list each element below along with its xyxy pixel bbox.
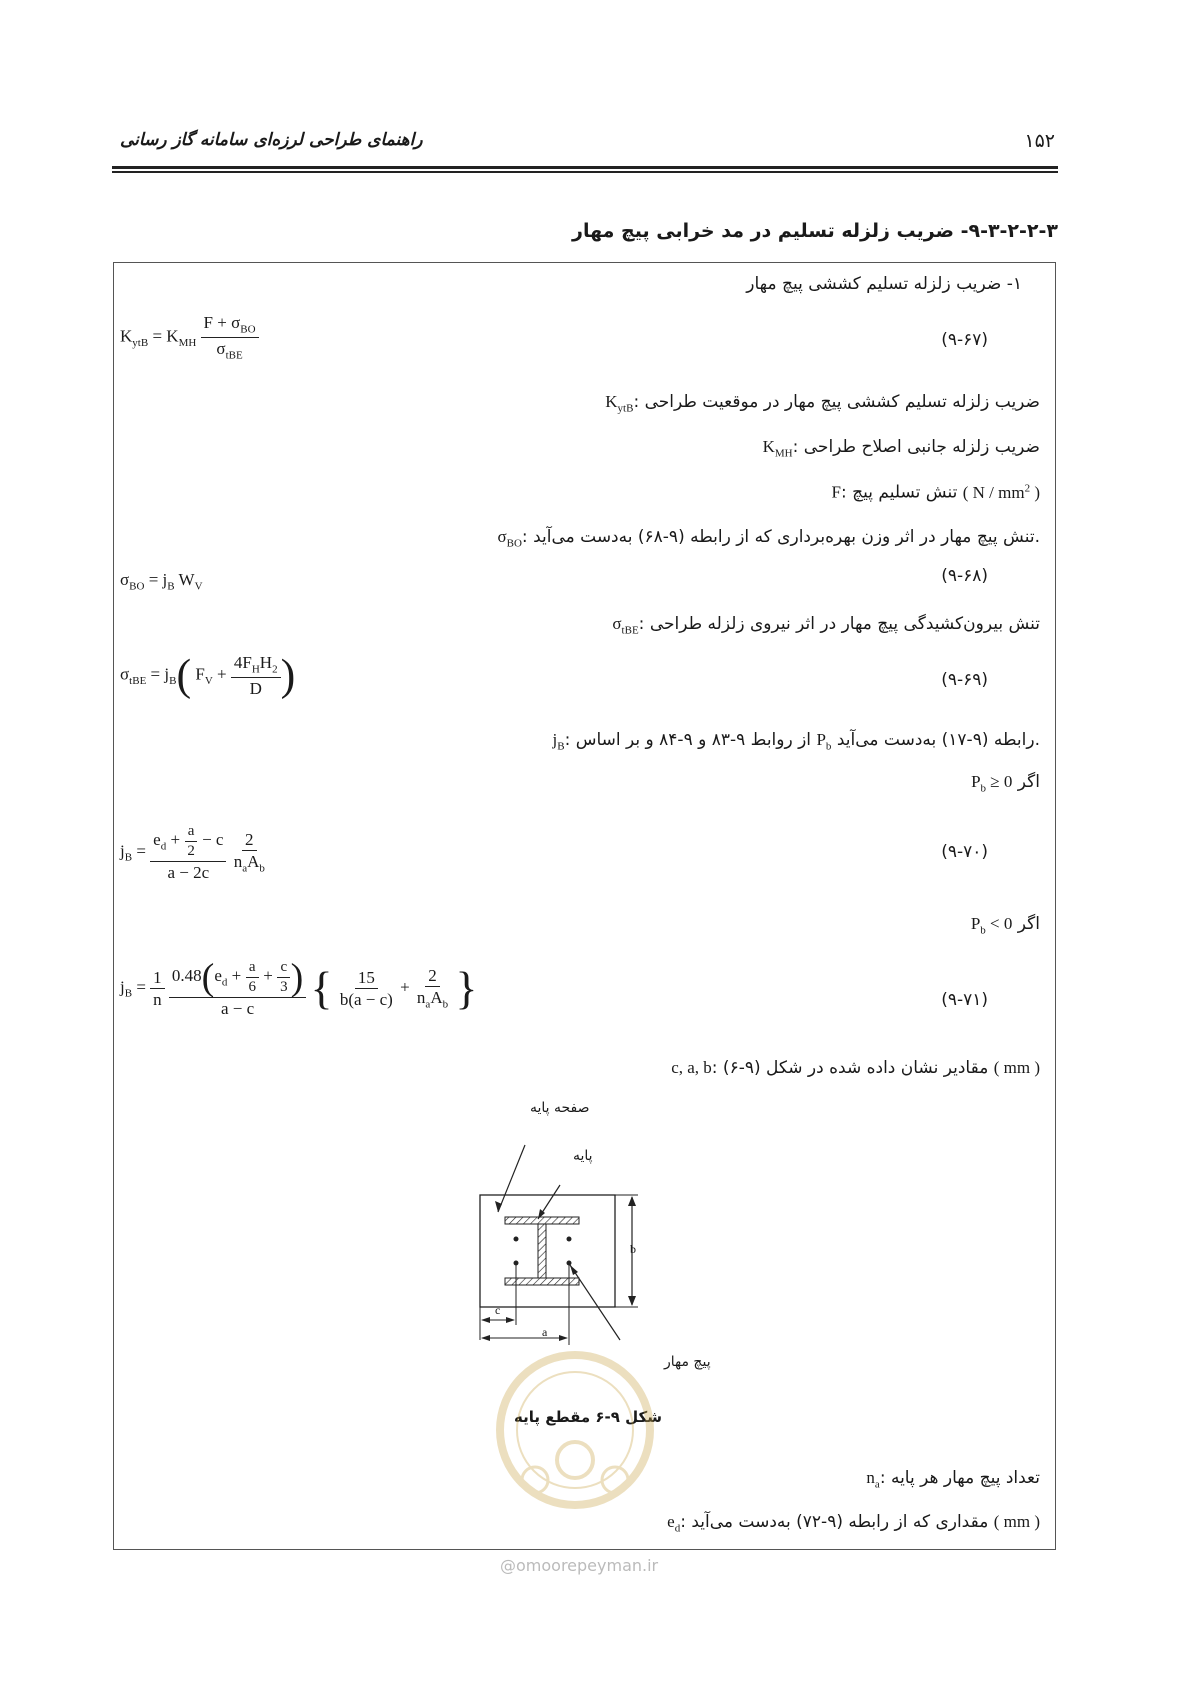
base-plate-outline (480, 1195, 615, 1307)
definition-f: F: تنش تسلیم پیچ ( N / $mm^2$ ) (831, 482, 1040, 503)
figure-label-b: b (630, 1242, 636, 1256)
header-rule-thin (112, 171, 1058, 173)
page-number: ۱۵۲ (1024, 130, 1055, 152)
figure-label-a: a (542, 1325, 548, 1339)
definition-cab: c, a, b: مقادیر نشان داده شده در شکل (۹-۶) ( mm ) (671, 1058, 1040, 1078)
figure-label-column: پایه (573, 1148, 593, 1164)
equation-69-number: (۹-۶۹) (941, 670, 988, 690)
condition-pb-nonnegative: اگر $P_b \ge 0$ (971, 772, 1040, 795)
section-title: ۹-۳-۲-۲-۳- ضریب زلزله تسلیم در مد خرابی پیچ مهار (572, 220, 1058, 242)
definition-kmh: $K_{MH}$: ضریب زلزله جانبی اصلاح طراحی (762, 437, 1040, 460)
definition-sigma-bo: $\sigma_{BO}$: تنش پیچ مهار در اثر وزن بهره‌برداری که از رابطه (۹-۶۸) به‌دست می‌آید. (497, 527, 1040, 550)
equation-70-number: (۹-۷۰) (941, 842, 988, 862)
equation-70: $j_B$ = $e_d$ + $\frac{a}{2}$ − c a − 2c $\frac{2}{n_aA_b}$ (120, 823, 265, 882)
anchor-bolt (514, 1237, 519, 1242)
figure-label-anchor-bolt: پیچ مهار (664, 1354, 711, 1370)
equation-71-number: (۹-۷۱) (941, 990, 988, 1010)
equation-68-number: (۹-۶۸) (941, 566, 988, 586)
definition-sigma-tbe: $\sigma_{tBE}$: تنش بیرون‌کشیدگی پیچ مهار در اثر نیروی زلزله طراحی (612, 614, 1040, 637)
anchor-bolt (567, 1237, 572, 1242)
anchor-bolt (567, 1261, 572, 1266)
column-top-flange (505, 1217, 579, 1224)
figure-label-base-plate: صفحه پایه (530, 1100, 590, 1116)
condition-pb-negative: اگر $P_b < 0$ (970, 914, 1040, 937)
header-rule-thick (112, 166, 1058, 169)
plate-leader-line (498, 1145, 525, 1212)
figure-label-c: c (495, 1303, 501, 1317)
definition-na: $n_a$: تعداد پیچ مهار هر پایه (866, 1468, 1040, 1491)
equation-68: $\sigma_{BO} = j_B$ $W_V$ (120, 570, 203, 593)
equation-71: $j_B$ = $\frac{1}{n}$ $0.48(e_d$ + $\frac{a}{6}$ + $\frac{c}{3}$ ) a − c { $\frac{15}{b(a - c)}$ + $\frac{2}{n_aA_b}$ } (120, 956, 478, 1018)
column-web (538, 1224, 546, 1278)
equation-67-number: (۹-۶۷) (941, 330, 988, 350)
definition-jb: $j_B$: از روابط ۹-۸۳ و ۹-۸۴ و بر اساس $P_b$ رابطه (۹-۱۷) به‌دست می‌آید. (552, 730, 1040, 753)
figure-caption: شکل ۹-۶ مقطع پایه (514, 1408, 663, 1426)
anchor-bolt (514, 1261, 519, 1266)
watermark-seal-icon (495, 1330, 655, 1530)
definition-ed: $e_d$: مقداری که از رابطه (۹-۷۲) به‌دست می‌آید ( mm ) (667, 1512, 1040, 1535)
running-header-title: راهنمای طراحی لرزه‌ای سامانه گاز رسانی (120, 130, 423, 150)
equation-67: $K_{ytB} = K_{MH}$ $\frac{F + \sigma_{BO}}{\sigma_{tBE}}$ (120, 312, 259, 363)
equation-69: $\sigma_{tBE} = j_B$( $F_V$ + $\frac{4F_HH_2}{D}$ ) (120, 650, 296, 700)
item-1-heading: ۱- ضریب زلزله تسلیم کششی پیچ مهار (746, 274, 1022, 294)
footer-site-watermark: @omoorepeyman.ir (500, 1556, 659, 1575)
bolt-leader-line (570, 1265, 620, 1340)
definition-kytb: $K_{ytB}$: ضریب زلزله تسلیم کششی پیچ مهار در موقعیت طراحی (605, 392, 1040, 415)
